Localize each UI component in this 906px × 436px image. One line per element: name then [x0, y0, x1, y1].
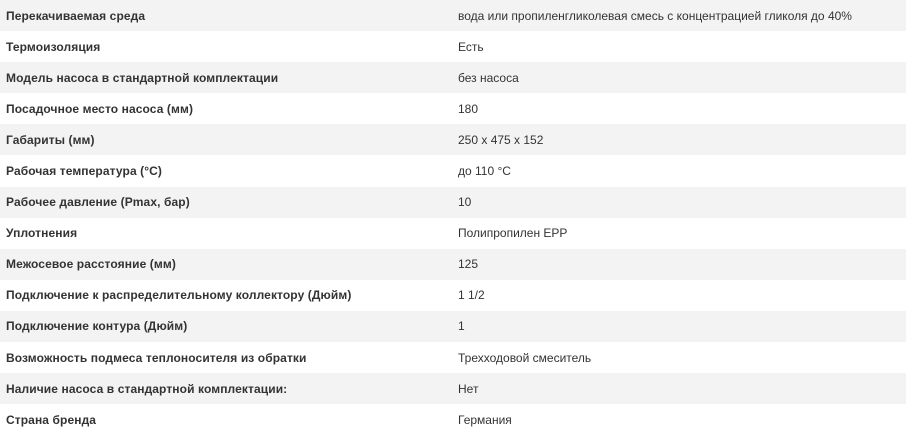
spec-parameter-name: Термоизоляция	[0, 31, 453, 62]
table-row	[0, 280, 906, 311]
table-row	[0, 373, 906, 404]
table-row	[0, 404, 906, 435]
spec-parameter-name: Наличие насоса в стандартной комплектации:	[0, 373, 453, 404]
spec-parameter-value: Трехходовой смеситель	[453, 342, 906, 373]
spec-parameter-value: Германия	[453, 404, 906, 435]
table-row	[0, 249, 906, 280]
table-row	[0, 218, 906, 249]
spec-parameter-value: 125	[453, 249, 906, 280]
spec-parameter-name: Рабочее давление (Pmax, бар)	[0, 187, 453, 218]
table-row	[0, 311, 906, 342]
table-row	[0, 124, 906, 155]
spec-parameter-value: Есть	[453, 31, 906, 62]
spec-parameter-value: 10	[453, 187, 906, 218]
spec-parameter-value: до 110 °С	[453, 155, 906, 186]
spec-parameter-name: Перекачиваемая среда	[0, 0, 453, 31]
spec-parameter-name: Подключение контура (Дюйм)	[0, 311, 453, 342]
table-row	[0, 31, 906, 62]
table-row	[0, 342, 906, 373]
spec-parameter-name: Модель насоса в стандартной комплектации	[0, 62, 453, 93]
spec-parameter-name: Возможность подмеса теплоносителя из обратки	[0, 342, 453, 373]
spec-parameter-value: вода или пропиленгликолевая смесь с концентрацией гликоля до 40%	[453, 0, 906, 31]
spec-parameter-name: Подключение к распределительному коллектору (Дюйм)	[0, 280, 453, 311]
spec-parameter-value: 1 1/2	[453, 280, 906, 311]
spec-parameter-name: Межосевое расстояние (мм)	[0, 249, 453, 280]
table-row	[0, 0, 906, 31]
table-row	[0, 62, 906, 93]
spec-parameter-value: Полипропилен EPP	[453, 218, 906, 249]
spec-parameter-name: Рабочая температура (°С)	[0, 155, 453, 186]
spec-parameter-name: Уплотнения	[0, 218, 453, 249]
spec-parameter-name: Посадочное место насоса (мм)	[0, 93, 453, 124]
spec-parameter-name: Страна бренда	[0, 404, 453, 435]
table-row	[0, 93, 906, 124]
spec-parameter-value: Нет	[453, 373, 906, 404]
spec-parameter-value: 1	[453, 311, 906, 342]
table-row	[0, 155, 906, 186]
table-row	[0, 187, 906, 218]
spec-parameter-value: 250 x 475 x 152	[453, 124, 906, 155]
spec-parameter-value: без насоса	[453, 62, 906, 93]
spec-parameter-name: Габариты (мм)	[0, 124, 453, 155]
spec-parameter-value: 180	[453, 93, 906, 124]
